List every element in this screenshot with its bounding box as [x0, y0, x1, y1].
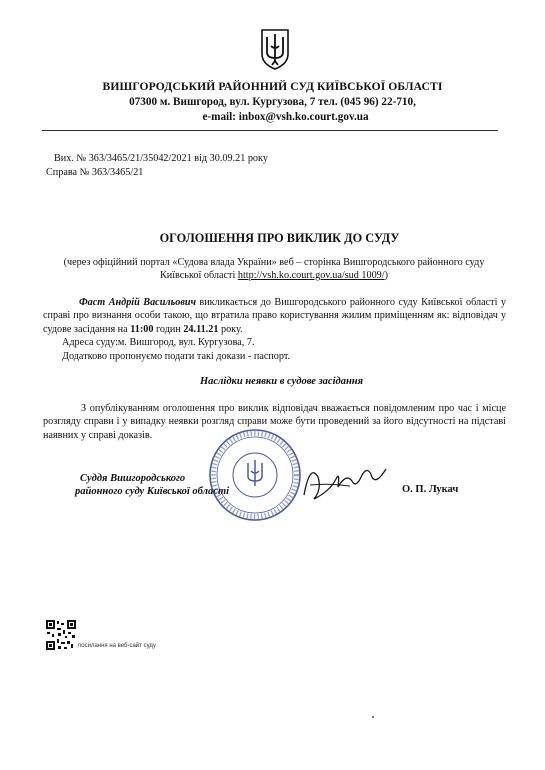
summons-text: викликається до Вишгородського районного суду Київської області у справі про визнання особи такою, що втратила право користування жилим приміщенням як: відповідач у судове засідання на — [43, 297, 506, 335]
summons-paragraph — [43, 296, 506, 336]
outgoing-number: Вих. № 363/3465/21/35042/2021 від 30.09.21 року — [54, 153, 268, 164]
person-name: Фаст Андрій Васильович — [79, 297, 196, 308]
header-divider — [42, 130, 498, 131]
summons-text-2: годин — [153, 323, 184, 335]
court-portal-link[interactable]: http://vsh.ko.court.gov.ua/sud 1009/ — [237, 270, 385, 281]
hearing-date: 24.11.21 — [183, 323, 219, 335]
court-address: 07300 м. Вишгород, вул. Кургузова, 7 тел. (045 96) 22-710, — [129, 96, 416, 108]
ukraine-trident-emblem-icon — [260, 28, 290, 70]
subtitle-close: ) — [384, 270, 389, 281]
notice-subtitle — [44, 256, 504, 282]
court-address-line: Адреса суду:м. Вишгород, вул. Кургузова, 7. — [62, 337, 255, 348]
subtitle-text: (через офіційний портал «Судова влада України» веб – сторінка Вишгородського районного суду Київської області — [63, 257, 485, 281]
additional-evidence: Додатково пропонуємо подати такі докази - паспорт. — [62, 351, 291, 362]
case-number: Справа № 363/3465/21 — [46, 167, 144, 178]
court-round-seal-icon — [208, 428, 302, 522]
consequences-title: Наслідки неявки в судове засідання — [199, 376, 364, 387]
hearing-time: 11:00 — [130, 323, 154, 335]
summons-text-3: року. — [218, 323, 243, 335]
qr-code-icon[interactable] — [46, 620, 76, 650]
notice-title: ОГОЛОШЕННЯ ПРО ВИКЛИК ДО СУДУ — [159, 231, 400, 245]
court-email: e-mail: inbox@vsh.ko.court.gov.ua — [202, 111, 369, 123]
qr-caption: посилання на веб-сайт суду — [78, 643, 156, 649]
judge-name: О. П. Лукач — [402, 484, 459, 495]
judge-title-line1: Суддя Вишгородського — [80, 473, 186, 484]
consequences-paragraph: З опублікуванням оголошення про виклик відповідач вважається повідомленим про час і місце розгляду справи і у випадку неявки розгляд справи може бути проведений за його відсутності на підставі наявних у справі доказів. — [43, 403, 506, 441]
judge-signature — [300, 455, 390, 510]
court-name: ВИШГОРОДСЬКИЙ РАЙОННИЙ СУД КИЇВСЬКОЇ ОБЛАСТІ — [102, 80, 443, 93]
judge-title-line2: районного суду Київської області — [75, 486, 230, 497]
page-mark — [372, 716, 374, 718]
